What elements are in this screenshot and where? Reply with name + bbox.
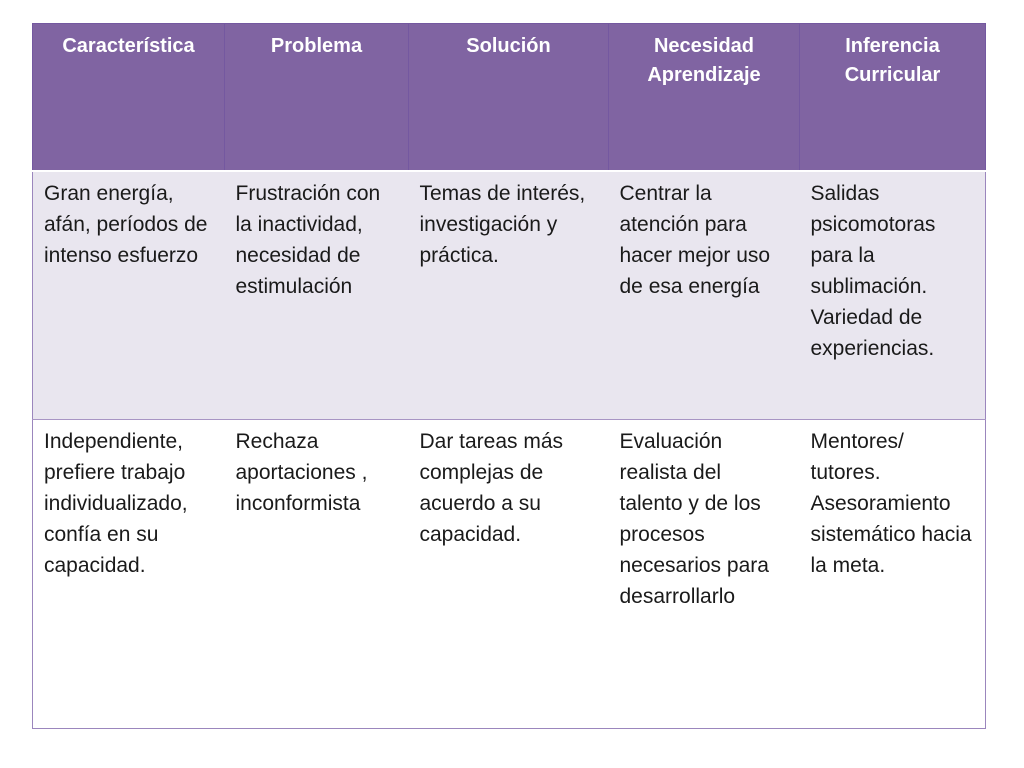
header-label: Problema	[270, 35, 363, 57]
header-label: Solución	[466, 35, 551, 57]
cell-text: Rechaza aportaciones , inconformista	[235, 430, 368, 515]
table-cell	[609, 420, 800, 729]
cell-text: Dar tareas más complejas de acuerdo a su capacidad.	[419, 430, 564, 546]
cell-text: Independiente, prefiere trabajo individualizado, confía en su capacidad.	[44, 430, 188, 577]
header-necesidad-aprendizaje	[609, 24, 800, 171]
header-inferencia-curricular	[800, 24, 986, 171]
header-caracteristica	[33, 24, 225, 171]
cell-text: Mentores/ tutores. Asesoramiento sistemático hacia la meta.	[810, 430, 972, 577]
cell-text: Evaluación realista del talento y de los procesos necesarios para desarrollarlo	[619, 430, 769, 608]
table-row	[33, 420, 986, 729]
characteristics-table	[32, 23, 986, 729]
header-row	[33, 24, 986, 171]
table-cell	[409, 420, 609, 729]
cell-text: Frustración con la inactividad, necesidad de estimulación	[235, 181, 381, 298]
table-cell	[225, 171, 409, 420]
table-cell	[225, 420, 409, 729]
table-cell	[800, 171, 986, 420]
header-problema	[225, 24, 409, 171]
cell-text: Gran energía, afán, períodos de intenso esfuerzo	[44, 181, 208, 267]
header-label: Característica	[62, 35, 195, 57]
header-label: Inferencia Curricular	[844, 35, 941, 86]
cell-text: Centrar la atención para hacer mejor uso de esa energía	[619, 181, 771, 298]
header-label: Necesidad Aprendizaje	[647, 35, 761, 86]
table-body	[33, 171, 986, 729]
cell-text: Salidas psicomotoras para la sublimación. Variedad de experiencias.	[810, 181, 936, 360]
table-header	[33, 24, 986, 171]
table-cell	[33, 171, 225, 420]
table-cell	[409, 171, 609, 420]
table-cell	[800, 420, 986, 729]
header-solucion	[409, 24, 609, 171]
table-cell	[33, 420, 225, 729]
cell-text: Temas de interés, investigación y práctica.	[419, 181, 586, 267]
table-row	[33, 171, 986, 420]
table-cell	[609, 171, 800, 420]
